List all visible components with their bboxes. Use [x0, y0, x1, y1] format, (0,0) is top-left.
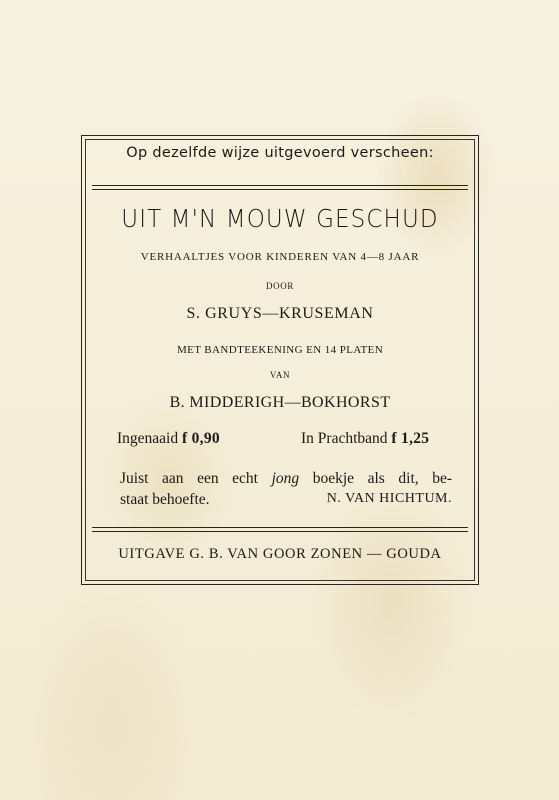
quote-author: N. VAN HICHTUM.	[326, 491, 452, 506]
illustrator-by-label: VAN	[269, 370, 291, 380]
bottom-double-rule	[92, 527, 468, 532]
review-quote-line-1	[120, 470, 452, 488]
announcement-header: Op dezelfde wijze uitgevoerd verscheen:	[126, 145, 434, 161]
price-hardcover	[301, 430, 429, 448]
illustrator-name: B. MIDDERIGH—BOKHORST	[169, 394, 391, 411]
author-name: S. GRUYS—KRUSEMAN	[186, 305, 374, 322]
book-subtitle: VERHAALTJES VOOR KINDEREN VAN 4—8 JAAR	[140, 251, 420, 263]
by-label: DOOR	[266, 281, 294, 291]
price-hardcover-amount: f 1,25	[391, 430, 430, 447]
quote-text-after: boekje als dit, be-	[312, 470, 452, 487]
quote-text-before: Juist aan een echt	[120, 470, 258, 487]
quote-text-end: staat behoefte.	[120, 491, 210, 508]
price-paperback-amount: f 0,90	[181, 430, 220, 447]
advertisement-frame	[81, 135, 479, 585]
top-double-rule	[92, 185, 468, 190]
quote-emphasis: jong	[271, 470, 300, 487]
illustrations-line: MET BANDTEEKENING EN 14 PLATEN	[176, 344, 384, 356]
review-quote-line-2	[120, 491, 452, 509]
price-paperback-label: Ingenaaid	[117, 430, 179, 447]
price-paperback	[117, 430, 220, 448]
price-hardcover-label: In Prachtband	[301, 430, 388, 447]
publisher-line: UITGAVE G. B. VAN GOOR ZONEN — GOUDA	[118, 546, 442, 562]
book-title: UIT M'N MOUW GESCHUD	[121, 204, 439, 233]
